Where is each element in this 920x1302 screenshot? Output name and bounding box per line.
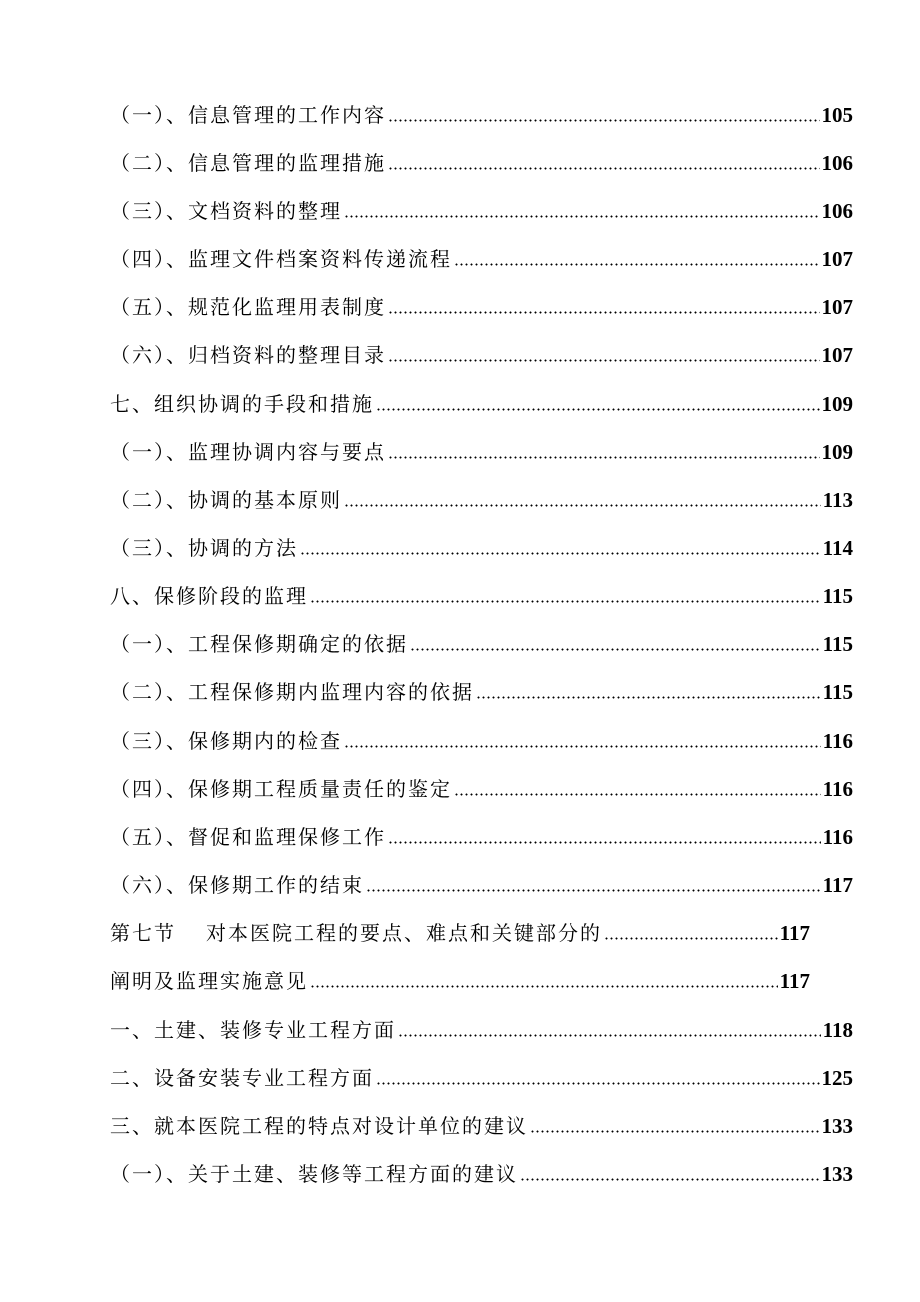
toc-entry [110, 191, 853, 223]
toc-leader-dots [520, 1178, 820, 1181]
toc-entry-title: 三、就本医院工程的特点对设计单位的建议 [110, 1114, 528, 1138]
toc-entry-page: 109 [821, 440, 853, 464]
toc-entry-page: 107 [821, 343, 853, 367]
toc-entry-page: 133 [821, 1114, 853, 1138]
toc-leader-dots [388, 311, 820, 314]
toc-leader-dots [476, 696, 821, 699]
toc-entry-page: 115 [822, 584, 853, 608]
toc-leader-dots [398, 1034, 821, 1037]
toc-entry [110, 1154, 853, 1186]
toc-entry-page: 113 [822, 488, 853, 512]
toc-entry-page: 117 [822, 873, 853, 897]
toc-entry-page: 107 [821, 247, 853, 271]
toc-entry-title: （六）、归档资料的整理目录 [110, 343, 386, 367]
toc-entry-page: 106 [821, 151, 853, 175]
toc-entry [110, 672, 853, 704]
toc-leader-dots [530, 1130, 820, 1133]
toc-leader-dots [376, 1082, 820, 1085]
toc-entry [110, 576, 853, 608]
toc-section-label: 第七节 [110, 921, 176, 945]
toc-leader-dots [310, 600, 821, 603]
toc-entry [110, 624, 853, 656]
toc-leader-dots [454, 263, 820, 266]
toc-entry-title: （二）、协调的基本原则 [110, 488, 342, 512]
toc-entry [110, 1058, 853, 1090]
toc-entry-title: （一）、监理协调内容与要点 [110, 440, 386, 464]
toc-entry-page: 118 [822, 1018, 853, 1042]
toc-entry-page: 125 [821, 1066, 853, 1090]
toc-entry [110, 721, 853, 753]
toc-entry-title: 阐明及监理实施意见 [110, 969, 308, 993]
toc-entry-title: （五）、规范化监理用表制度 [110, 295, 386, 319]
toc-entry [110, 239, 853, 271]
toc-entry-title: （一）、工程保修期确定的依据 [110, 632, 408, 656]
toc-entry-page: 116 [822, 825, 853, 849]
toc-leader-dots [388, 841, 821, 844]
toc-leader-dots [300, 552, 821, 555]
toc-entry [110, 961, 810, 993]
toc-leader-dots [376, 408, 820, 411]
toc-entry-page: 114 [822, 536, 853, 560]
toc-entry-page: 117 [779, 969, 810, 993]
toc-entry [110, 335, 853, 367]
toc-entry-title: 对本医院工程的要点、难点和关键部分的 [206, 921, 602, 945]
toc-entry [110, 384, 853, 416]
toc-entry-page: 116 [822, 777, 853, 801]
toc-leader-dots [604, 937, 778, 940]
toc-entry [110, 143, 853, 175]
toc-entry-title: 一、土建、装修专业工程方面 [110, 1018, 396, 1042]
toc-entry [110, 528, 853, 560]
toc-entry-title: （二）、信息管理的监理措施 [110, 151, 386, 175]
toc-entry-title: （一）、关于土建、装修等工程方面的建议 [110, 1162, 518, 1186]
toc-entry-title: （三）、协调的方法 [110, 536, 298, 560]
toc-entry-title: （四）、保修期工程质量责任的鉴定 [110, 777, 452, 801]
toc-entry [110, 1106, 853, 1138]
toc-leader-dots [388, 456, 820, 459]
toc-leader-dots [344, 504, 821, 507]
toc-entry-title: 二、设备安装专业工程方面 [110, 1066, 374, 1090]
toc-entry [110, 817, 853, 849]
toc-entry-page: 105 [821, 103, 853, 127]
toc-leader-dots [410, 648, 821, 651]
toc-leader-dots [366, 889, 821, 892]
toc-entry-title: 八、保修阶段的监理 [110, 584, 308, 608]
toc-entry-page: 106 [821, 199, 853, 223]
toc-entry [110, 480, 853, 512]
toc-entry-title: 七、组织协调的手段和措施 [110, 392, 374, 416]
toc-leader-dots [388, 119, 820, 122]
toc-entry-title: （三）、文档资料的整理 [110, 199, 342, 223]
toc-leader-dots [388, 167, 820, 170]
toc-entry [110, 865, 853, 897]
toc-leader-dots [388, 359, 820, 362]
toc-entry-page: 115 [822, 632, 853, 656]
toc-entry-title: （四）、监理文件档案资料传递流程 [110, 247, 452, 271]
toc-entry-page: 107 [821, 295, 853, 319]
toc-section-entry [110, 913, 810, 945]
toc-leader-dots [344, 215, 820, 218]
toc-entry-page: 109 [821, 392, 853, 416]
toc-entry [110, 1010, 853, 1042]
toc-entry [110, 769, 853, 801]
toc-entry [110, 287, 853, 319]
toc-leader-dots [310, 985, 778, 988]
toc-entry-page: 116 [822, 729, 853, 753]
toc-entry [110, 95, 853, 127]
toc-entry [110, 432, 853, 464]
toc-entry-title: （五）、督促和监理保修工作 [110, 825, 386, 849]
toc-entry-page: 117 [779, 921, 810, 945]
toc-leader-dots [454, 793, 821, 796]
toc-entry-title: （三）、保修期内的检查 [110, 729, 342, 753]
toc-entry-title: （六）、保修期工作的结束 [110, 873, 364, 897]
toc-entry-page: 133 [821, 1162, 853, 1186]
toc-entry-page: 115 [822, 680, 853, 704]
toc-entry-title: （一）、信息管理的工作内容 [110, 103, 386, 127]
toc-entry-title: （二）、工程保修期内监理内容的依据 [110, 680, 474, 704]
toc-leader-dots [344, 745, 821, 748]
